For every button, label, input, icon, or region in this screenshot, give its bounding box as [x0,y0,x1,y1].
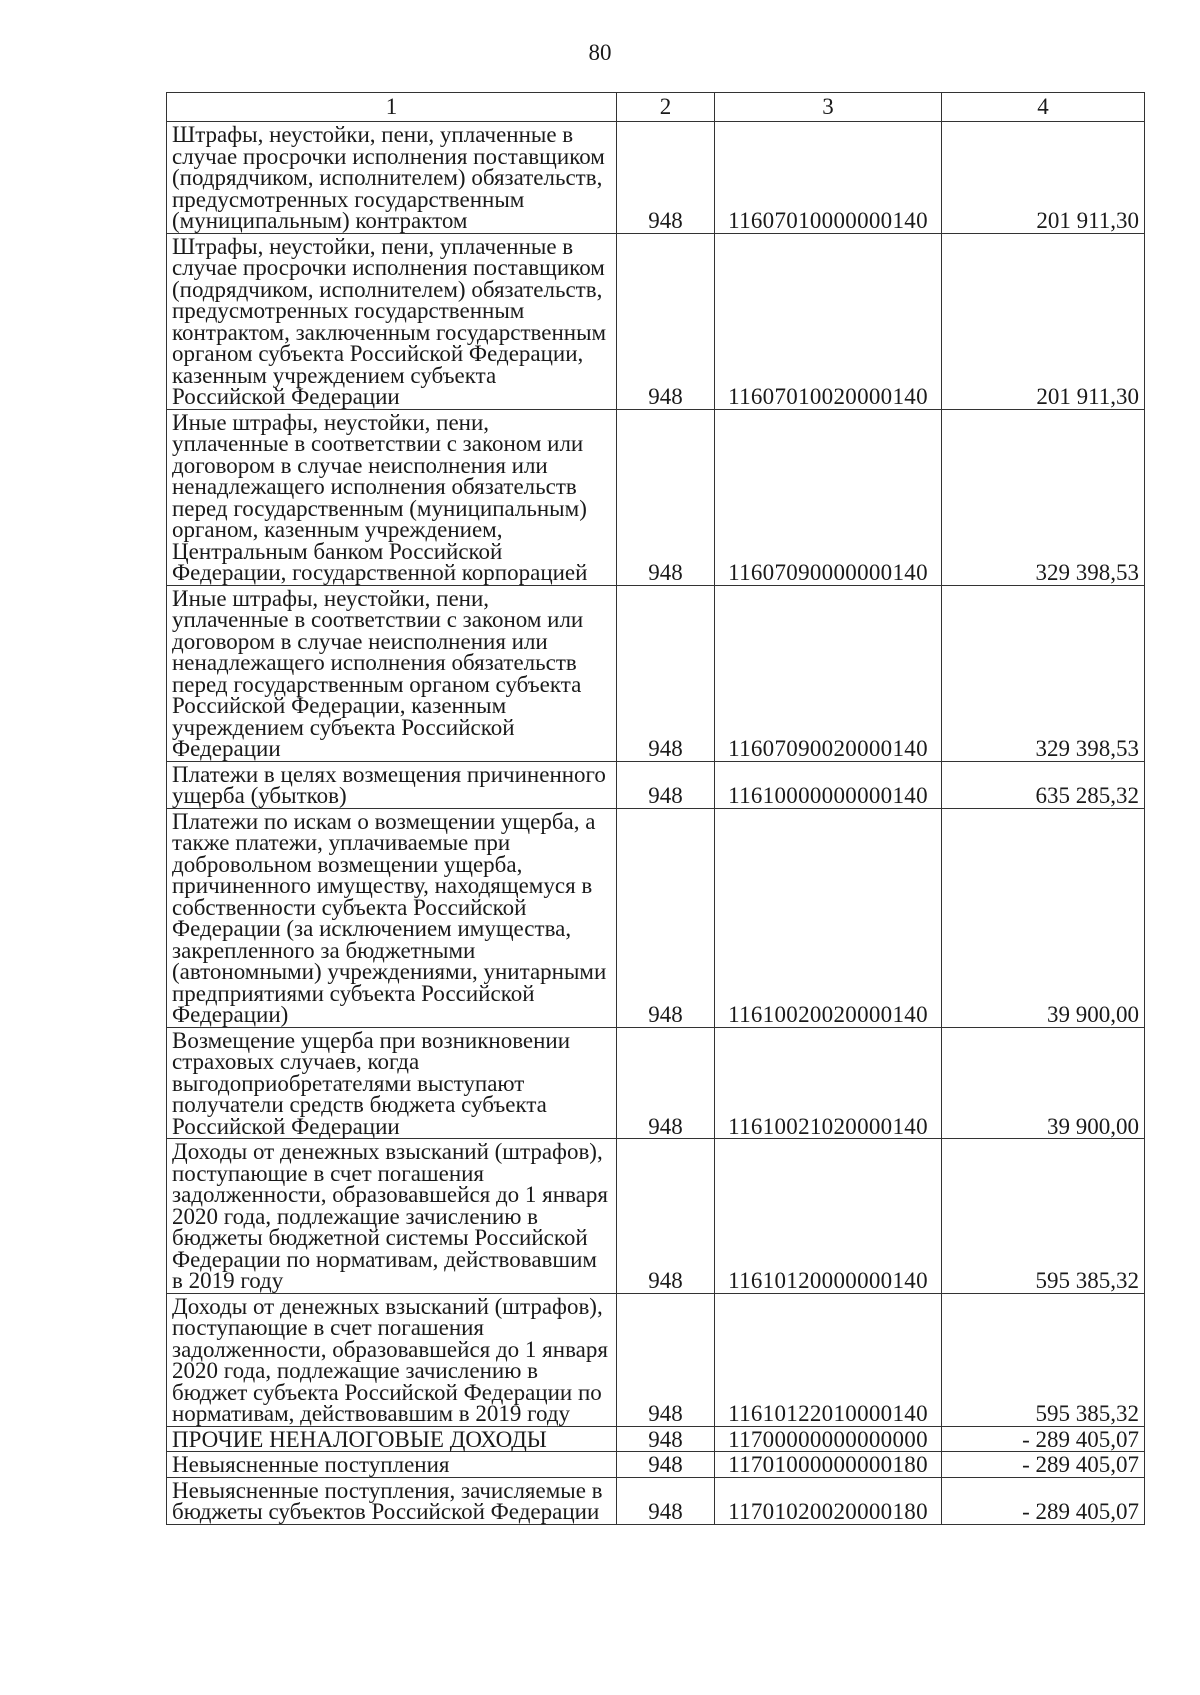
row-budget-code: 11610020020000140 [715,808,942,1027]
row-description: Доходы от денежных взысканий (штрафов), поступающие в счет погашения задолженности, образовавшейся до 1 января 2020 года, подлежащие зачислению в бюджеты бюджетной системы Российской Федерации по нормативам, действовавшим в 2019 году [167,1139,617,1294]
row-amount: 595 385,32 [942,1139,1145,1294]
row-admin-code: 948 [617,761,715,808]
row-budget-code: 11610000000000140 [715,761,942,808]
row-admin-code: 948 [617,1027,715,1139]
page-number: 80 [588,40,612,65]
table-row [167,1452,1145,1478]
row-budget-code: 11701000000000180 [715,1452,942,1478]
table-header-row [167,93,1145,122]
row-budget-code: 11607010000000140 [715,122,942,234]
table-row [167,1426,1145,1452]
row-amount: 201 911,30 [942,122,1145,234]
row-admin-code: 948 [617,122,715,234]
row-amount: - 289 405,07 [942,1426,1145,1452]
table-row [167,1293,1145,1426]
row-admin-code: 948 [617,1139,715,1294]
table-row [167,585,1145,761]
row-budget-code: 11701020020000180 [715,1477,942,1524]
row-amount: 595 385,32 [942,1293,1145,1426]
row-description: ПРОЧИЕ НЕНАЛОГОВЫЕ ДОХОДЫ [167,1426,617,1452]
row-amount: - 289 405,07 [942,1477,1145,1524]
row-description: Иные штрафы, неустойки, пени, уплаченные в соответствии с законом или договором в случае неисполнения или ненадлежащего исполнения обязательств перед государственным (муниципальным) органом, казенным учреждением, Центральным банком Российской Федерации, государственной корпорацией [167,409,617,585]
row-amount: 329 398,53 [942,585,1145,761]
table-row [167,1477,1145,1524]
revenue-table [166,92,1145,1525]
row-amount: 39 900,00 [942,808,1145,1027]
table-row [167,1027,1145,1139]
column-header-1: 1 [167,93,617,122]
row-budget-code: 11700000000000000 [715,1426,942,1452]
table-row [167,122,1145,234]
column-header-2: 2 [617,93,715,122]
row-amount: 329 398,53 [942,409,1145,585]
row-budget-code: 11610021020000140 [715,1027,942,1139]
row-admin-code: 948 [617,1477,715,1524]
row-budget-code: 11610120000000140 [715,1139,942,1294]
table-row [167,409,1145,585]
row-budget-code: 11610122010000140 [715,1293,942,1426]
row-budget-code: 11607090020000140 [715,585,942,761]
row-description: Невыясненные поступления [167,1452,617,1478]
row-description: Невыясненные поступления, зачисляемые в бюджеты субъектов Российской Федерации [167,1477,617,1524]
row-admin-code: 948 [617,1452,715,1478]
table-row [167,761,1145,808]
column-header-4: 4 [942,93,1145,122]
row-admin-code: 948 [617,808,715,1027]
row-amount: - 289 405,07 [942,1452,1145,1478]
row-description: Платежи по искам о возмещении ущерба, а также платежи, уплачиваемые при добровольном возмещении ущерба, причиненного имуществу, находящемуся в собственности субъекта Российской Федерации (за исключением имущества, закрепленного за бюджетными (автономными) учреждениями, унитарными предприятиями субъекта Российской Федерации) [167,808,617,1027]
row-budget-code: 11607010020000140 [715,233,942,409]
row-admin-code: 948 [617,409,715,585]
row-amount: 201 911,30 [942,233,1145,409]
column-header-3: 3 [715,93,942,122]
row-admin-code: 948 [617,1293,715,1426]
row-description: Возмещение ущерба при возникновении страховых случаев, когда выгодоприобретателями выступают получатели средств бюджета субъекта Российской Федерации [167,1027,617,1139]
row-amount: 635 285,32 [942,761,1145,808]
row-description: Штрафы, неустойки, пени, уплаченные в случае просрочки исполнения поставщиком (подрядчиком, исполнителем) обязательств, предусмотренных государственным контрактом, заключенным государственным органом субъекта Российской Федерации, казенным учреждением субъекта Российской Федерации [167,233,617,409]
row-amount: 39 900,00 [942,1027,1145,1139]
row-description: Платежи в целях возмещения причиненного ущерба (убытков) [167,761,617,808]
table-row [167,1139,1145,1294]
table-row [167,808,1145,1027]
table-row [167,233,1145,409]
row-description: Штрафы, неустойки, пени, уплаченные в случае просрочки исполнения поставщиком (подрядчиком, исполнителем) обязательств, предусмотренных государственным (муниципальным) контрактом [167,122,617,234]
row-budget-code: 11607090000000140 [715,409,942,585]
row-admin-code: 948 [617,233,715,409]
row-description: Иные штрафы, неустойки, пени, уплаченные в соответствии с законом или договором в случае неисполнения или ненадлежащего исполнения обязательств перед государственным органом субъекта Российской Федерации, казенным учреждением субъекта Российской Федерации [167,585,617,761]
row-admin-code: 948 [617,1426,715,1452]
row-admin-code: 948 [617,585,715,761]
row-description: Доходы от денежных взысканий (штрафов), поступающие в счет погашения задолженности, образовавшейся до 1 января 2020 года, подлежащие зачислению в бюджет субъекта Российской Федерации по нормативам, действовавшим в 2019 году [167,1293,617,1426]
